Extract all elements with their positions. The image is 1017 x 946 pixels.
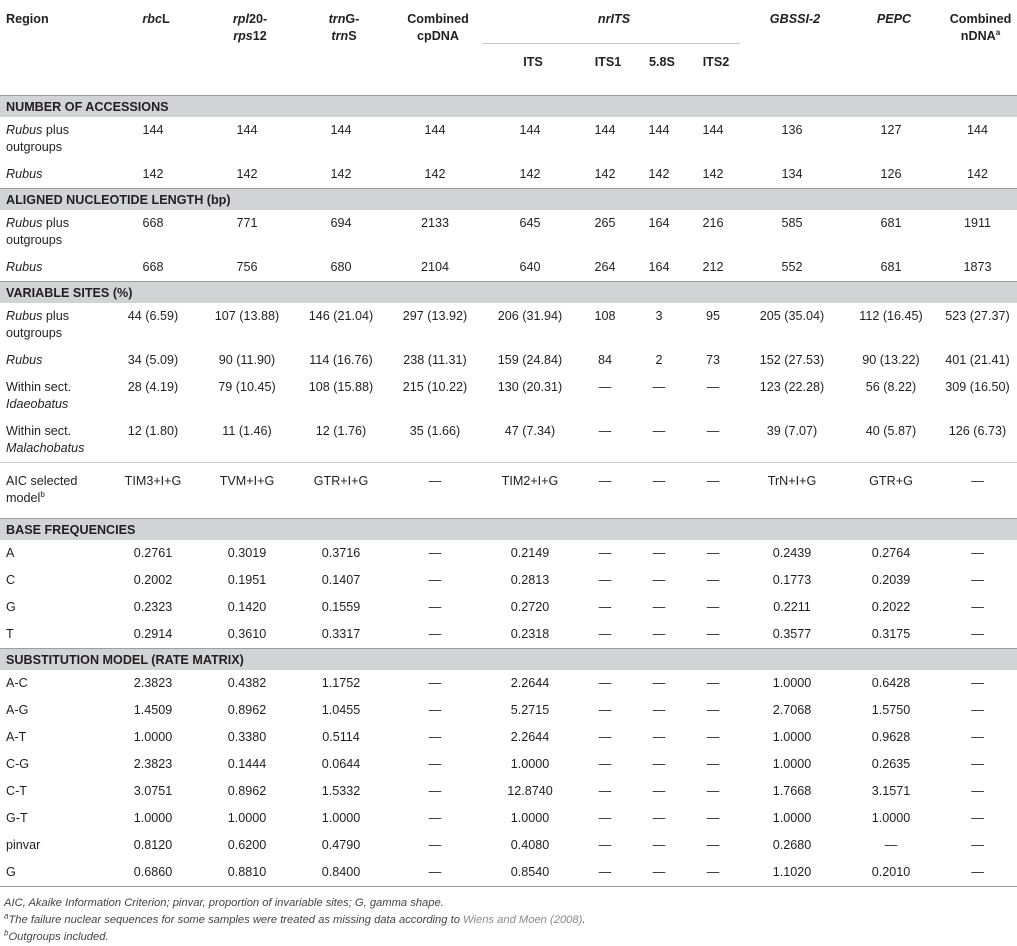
section-header: BASE FREQUENCIES xyxy=(0,519,1017,541)
table-row xyxy=(0,418,1017,463)
table-cell: 0.3577 xyxy=(772,627,812,641)
table-cell: — xyxy=(598,600,612,614)
table-cell: — xyxy=(652,474,666,488)
table-cell: 144 xyxy=(702,123,724,137)
table-cell: — xyxy=(971,811,984,825)
row-label: AIC selected model$^b$ xyxy=(6,474,78,505)
table-cell: 107 (13.88) xyxy=(214,309,280,323)
table-cell: 108 (15.88) xyxy=(308,380,374,394)
table-cell: 0.1420 xyxy=(227,600,267,614)
table-cell: 681 xyxy=(880,260,902,274)
table-cell: 1.0000 xyxy=(772,811,812,825)
table-cell: 0.2149 xyxy=(510,546,550,560)
table-cell: 144 xyxy=(330,123,352,137)
table-cell: 0.3317 xyxy=(321,627,361,641)
row-label: Within sect. Idaeobatus xyxy=(6,380,72,411)
section-header: NUMBER OF ACCESSIONS xyxy=(0,96,1017,118)
table-cell: — xyxy=(598,573,612,587)
header-rpl20-rps12: rpl20- rps12 xyxy=(232,12,268,43)
table-row xyxy=(0,832,1017,859)
table-cell: 164 xyxy=(648,260,670,274)
header-its2: ITS2 xyxy=(686,44,740,96)
table-cell: 0.4080 xyxy=(510,838,550,852)
table-cell: — xyxy=(706,730,720,744)
table-cell: — xyxy=(706,703,720,717)
table-row xyxy=(0,670,1017,697)
table-cell: 771 xyxy=(236,216,258,230)
table-cell: 144 xyxy=(424,123,446,137)
table-cell: 1.0455 xyxy=(321,703,361,717)
table-cell: — xyxy=(706,600,720,614)
table-cell: — xyxy=(598,676,612,690)
table-cell: 0.2010 xyxy=(844,859,938,887)
table-cell: — xyxy=(971,600,984,614)
table-cell: 126 xyxy=(880,167,902,181)
table-cell: 12 (1.80) xyxy=(106,418,200,463)
table-cell: — xyxy=(652,546,666,560)
row-label: A-T xyxy=(6,730,27,744)
table-cell: 0.2914 xyxy=(133,627,173,641)
table-cell: 2.2644 xyxy=(510,676,550,690)
table-cell: 84 xyxy=(597,353,612,367)
table-cell: 0.2002 xyxy=(133,573,173,587)
row-label: Rubus xyxy=(6,353,43,367)
table-cell: — xyxy=(971,676,984,690)
table-cell: 2133 xyxy=(420,216,450,230)
table-cell: 0.2323 xyxy=(133,600,173,614)
table-cell: — xyxy=(428,600,442,614)
table-cell: 47 (7.34) xyxy=(482,418,578,463)
table-cell: 159 (24.84) xyxy=(497,353,563,367)
table-cell: 142 xyxy=(519,167,541,181)
table-cell: 552 xyxy=(781,260,803,274)
table-cell: 1.7668 xyxy=(772,784,812,798)
table-cell: 112 (16.45) xyxy=(859,309,923,323)
table-cell: 144 xyxy=(594,123,616,137)
table-cell: — xyxy=(706,784,720,798)
row-label: Rubus plus outgroups xyxy=(6,123,70,154)
table-cell: 142 xyxy=(236,167,258,181)
table-cell: 2 xyxy=(655,353,663,367)
table-cell: — xyxy=(428,784,442,798)
table-cell: 123 (22.28) xyxy=(759,380,825,394)
table-cell: TVM+I+G xyxy=(219,474,275,488)
table-cell: 144 xyxy=(142,123,164,137)
table-cell: — xyxy=(598,811,612,825)
table-cell: — xyxy=(428,474,442,488)
header-nrits: nrITS xyxy=(597,12,631,26)
table-cell: 585 xyxy=(781,216,803,230)
table-cell: 523 (27.37) xyxy=(945,309,1010,323)
table-cell: 3 xyxy=(655,309,663,323)
table-cell: 0.8400 xyxy=(294,859,388,887)
row-label: Rubus xyxy=(6,167,43,181)
table-cell: 144 xyxy=(519,123,541,137)
table-cell: 146 (21.04) xyxy=(308,309,374,323)
table-cell: 130 (20.31) xyxy=(497,380,563,394)
table-cell: 205 (35.04) xyxy=(759,309,825,323)
table-cell: — xyxy=(971,703,984,717)
table-cell: — xyxy=(652,784,666,798)
table-cell: — xyxy=(598,784,612,798)
table-cell: — xyxy=(598,474,612,488)
table-cell: — xyxy=(652,730,666,744)
table-row xyxy=(0,117,1017,161)
table-cell: 142 xyxy=(142,167,164,181)
table-cell: — xyxy=(578,418,632,463)
section-header: ALIGNED NUCLEOTIDE LENGTH (bp) xyxy=(0,189,1017,211)
table-cell: 401 (21.41) xyxy=(945,353,1010,367)
table-row xyxy=(0,594,1017,621)
table-cell: 164 xyxy=(648,216,670,230)
table-cell: 0.8120 xyxy=(133,838,173,852)
table-cell: 1.0000 xyxy=(133,730,173,744)
table-cell: 1.0000 xyxy=(510,757,550,771)
table-row xyxy=(0,303,1017,347)
header-its1: ITS1 xyxy=(578,44,632,96)
section-header: VARIABLE SITES (%) xyxy=(0,282,1017,304)
table-cell: 0.2764 xyxy=(871,546,911,560)
row-label: G-T xyxy=(6,811,28,825)
table-cell: 0.1559 xyxy=(321,600,361,614)
table-cell: 0.2022 xyxy=(871,600,911,614)
table-row xyxy=(0,567,1017,594)
row-label: A xyxy=(6,546,15,560)
table-cell: 0.3380 xyxy=(227,730,267,744)
table-cell: 0.1444 xyxy=(227,757,267,771)
row-label: Rubus xyxy=(6,260,43,274)
reference-link[interactable]: Wiens and Moen (2008) xyxy=(463,914,583,926)
table-body xyxy=(0,96,1017,887)
table-cell: 11 (1.46) xyxy=(200,418,294,463)
table-cell: 1.4509 xyxy=(133,703,173,717)
table-cell: 0.1951 xyxy=(227,573,267,587)
table-cell: 215 (10.22) xyxy=(402,380,468,394)
table-cell: 73 xyxy=(705,353,720,367)
table-cell: 212 xyxy=(702,260,724,274)
table-cell: — xyxy=(884,838,898,852)
table-cell: 680 xyxy=(330,260,352,274)
table-cell: 44 (6.59) xyxy=(127,309,179,323)
table-cell: 0.4382 xyxy=(227,676,267,690)
table-cell: 640 xyxy=(519,260,541,274)
table-cell: — xyxy=(971,757,984,771)
table-cell: 265 xyxy=(594,216,616,230)
header-5-8s: 5.8S xyxy=(632,44,686,96)
table-cell: — xyxy=(652,573,666,587)
table-cell: — xyxy=(632,859,686,887)
table-cell: — xyxy=(428,676,442,690)
table-cell: — xyxy=(971,838,984,852)
table-cell: 126 (6.73) xyxy=(938,418,1017,463)
table-cell: 142 xyxy=(702,167,724,181)
row-label: G xyxy=(6,600,16,614)
header-combined-cpdna: Combined cpDNA xyxy=(407,12,469,43)
header-gbssi2: GBSSI-2 xyxy=(769,12,821,26)
table-cell: 668 xyxy=(142,260,164,274)
table-cell: — xyxy=(971,573,984,587)
footnote-abbrev: AIC, Akaike Information Criterion; pinvar, proportion of invariable sites; G, gamma shape. xyxy=(4,897,444,909)
table-cell: 0.4790 xyxy=(321,838,361,852)
table-cell: 134 xyxy=(781,167,803,181)
table-row xyxy=(0,210,1017,254)
table-cell: 0.8962 xyxy=(227,784,267,798)
row-label: Rubus plus outgroups xyxy=(6,216,70,247)
table-cell: 2104 xyxy=(420,260,450,274)
row-label: A-G xyxy=(6,703,29,717)
table-row xyxy=(0,859,1017,887)
table-row-aic xyxy=(0,463,1017,519)
table-cell: 5.2715 xyxy=(510,703,550,717)
table-cell: 309 (16.50) xyxy=(945,380,1010,394)
table-cell: 95 xyxy=(705,309,720,323)
table-cell: — xyxy=(598,838,612,852)
table-cell: 681 xyxy=(880,216,902,230)
table-cell: 0.3175 xyxy=(871,627,911,641)
table-cell: — xyxy=(706,380,720,394)
table-cell: 0.2720 xyxy=(510,600,550,614)
table-cell: — xyxy=(652,838,666,852)
table-cell: TIM2+I+G xyxy=(501,474,559,488)
table-cell: — xyxy=(388,859,482,887)
table-cell: 694 xyxy=(330,216,352,230)
table-cell: — xyxy=(706,573,720,587)
table-cell: 142 xyxy=(966,167,988,181)
table-cell: 2.2644 xyxy=(510,730,550,744)
table-cell: 144 xyxy=(236,123,258,137)
row-label: Within sect. Malachobatus xyxy=(0,418,106,463)
table-row xyxy=(0,805,1017,832)
table-cell: — xyxy=(598,546,612,560)
table-cell: 28 (4.19) xyxy=(127,380,179,394)
table-cell: — xyxy=(686,859,740,887)
table-cell: 264 xyxy=(594,260,616,274)
table-cell: 79 (10.45) xyxy=(218,380,276,394)
table-cell: 0.6200 xyxy=(227,838,267,852)
table-cell: 56 (8.22) xyxy=(865,380,917,394)
table-cell: — xyxy=(428,573,442,587)
table-cell: 3.1571 xyxy=(871,784,911,798)
table-cell: 12.8740 xyxy=(507,784,553,798)
table-cell: 0.3716 xyxy=(321,546,361,560)
table-cell: 0.1407 xyxy=(321,573,361,587)
table-cell: 1.0000 xyxy=(321,811,361,825)
table-cell: TrN+I+G xyxy=(767,474,817,488)
table-cell: 0.0644 xyxy=(321,757,361,771)
row-label: G xyxy=(0,859,106,887)
table-cell: — xyxy=(686,418,740,463)
table-cell: 1.0000 xyxy=(772,730,812,744)
table-cell: 1911 xyxy=(963,216,992,230)
table-cell: — xyxy=(938,859,1017,887)
table-cell: 0.3019 xyxy=(227,546,267,560)
table-cell: 3.0751 xyxy=(133,784,173,798)
table-cell: 1.0000 xyxy=(772,757,812,771)
table-cell: 114 (16.76) xyxy=(309,353,373,367)
table-cell: 127 xyxy=(880,123,902,137)
footnote-b: $^b$Outgroups included. xyxy=(4,928,109,943)
table-cell: 0.6860 xyxy=(106,859,200,887)
table-cell: — xyxy=(598,730,612,744)
section-header: SUBSTITUTION MODEL (RATE MATRIX) xyxy=(0,649,1017,671)
table-cell: — xyxy=(652,627,666,641)
table-cell: 0.2039 xyxy=(871,573,911,587)
table-cell: 1.5332 xyxy=(321,784,361,798)
table-cell: — xyxy=(652,600,666,614)
table-cell: 0.8810 xyxy=(200,859,294,887)
table-cell: 0.3610 xyxy=(227,627,267,641)
table-cell: 645 xyxy=(519,216,541,230)
table-cell: — xyxy=(598,757,612,771)
table-cell: 142 xyxy=(424,167,446,181)
table-row xyxy=(0,751,1017,778)
table-cell: 152 (27.53) xyxy=(759,353,825,367)
table-cell: 1873 xyxy=(963,260,992,274)
row-label: T xyxy=(6,627,14,641)
table-cell: — xyxy=(652,811,666,825)
table-cell: 1.0000 xyxy=(871,811,911,825)
table-cell: 1.5750 xyxy=(871,703,911,717)
table-cell: 1.0000 xyxy=(772,676,812,690)
table-cell: — xyxy=(428,757,442,771)
row-label: C-T xyxy=(6,784,27,798)
table-cell: 0.2680 xyxy=(772,838,812,852)
table-cell: 206 (31.94) xyxy=(497,309,563,323)
table-cell: 216 xyxy=(702,216,724,230)
table-cell: — xyxy=(971,784,984,798)
table-cell: 0.1773 xyxy=(772,573,812,587)
table-cell: — xyxy=(706,627,720,641)
table-cell: 0.5114 xyxy=(322,730,360,744)
table-cell: 90 (11.90) xyxy=(218,353,276,367)
table-cell: 0.2813 xyxy=(510,573,550,587)
table-cell: 0.2635 xyxy=(871,757,911,771)
table-cell: — xyxy=(652,703,666,717)
table-row xyxy=(0,254,1017,282)
table-cell: 90 (13.22) xyxy=(862,353,920,367)
table-cell: — xyxy=(578,859,632,887)
table-cell: 0.8540 xyxy=(482,859,578,887)
header-rbcl: rbcL xyxy=(142,12,170,26)
table-cell: — xyxy=(652,380,666,394)
table-row xyxy=(0,724,1017,751)
table-row xyxy=(0,347,1017,374)
footnote-a: $^a$The failure nuclear sequences for some samples were treated as missing data according to Wiens and Moen (2008). xyxy=(4,911,586,926)
header-combined-ndna: Combined nDNA$^a$ xyxy=(949,12,1012,43)
table-cell: 0.2211 xyxy=(773,600,811,614)
table-cell: 142 xyxy=(330,167,352,181)
table-cell: 238 (11.31) xyxy=(403,353,467,367)
table-cell: 34 (5.09) xyxy=(127,353,179,367)
table-row xyxy=(0,778,1017,805)
table-cell: 2.3823 xyxy=(133,757,173,771)
table-row xyxy=(0,374,1017,418)
table-cell: — xyxy=(971,546,984,560)
table-row xyxy=(0,621,1017,649)
row-label: A-C xyxy=(6,676,28,690)
table-cell: — xyxy=(428,546,442,560)
table-cell: — xyxy=(428,811,442,825)
table-cell: 1.0000 xyxy=(510,811,550,825)
table-cell: 1.1020 xyxy=(740,859,844,887)
row-label: C-G xyxy=(6,757,30,771)
row-label: Rubus plus outgroups xyxy=(6,309,70,340)
table-cell: 0.2761 xyxy=(133,546,173,560)
header-region: Region xyxy=(6,12,49,26)
table-cell: — xyxy=(428,730,442,744)
table-cell: — xyxy=(706,474,720,488)
table-cell: — xyxy=(971,474,984,488)
table-cell: — xyxy=(598,380,612,394)
table-cell: 142 xyxy=(648,167,670,181)
table-cell: GTR+I+G xyxy=(313,474,369,488)
table-cell: — xyxy=(706,811,720,825)
row-label: C xyxy=(6,573,16,587)
header-pepc: PEPC xyxy=(876,12,912,26)
table-cell: 39 (7.07) xyxy=(740,418,844,463)
table-row xyxy=(0,697,1017,724)
table-cell: 0.2318 xyxy=(510,627,550,641)
table-cell: — xyxy=(652,757,666,771)
table-cell: 2.3823 xyxy=(133,676,173,690)
table-cell: 297 (13.92) xyxy=(402,309,468,323)
header-its: ITS xyxy=(482,44,578,96)
table-cell: 0.8962 xyxy=(227,703,267,717)
table-row xyxy=(0,161,1017,189)
table-cell: 1.0000 xyxy=(227,811,267,825)
table-cell: 0.6428 xyxy=(871,676,911,690)
table-cell: TIM3+I+G xyxy=(124,474,182,488)
header-trng-trns: trnG- trnS xyxy=(328,12,360,43)
table-cell: — xyxy=(652,676,666,690)
table-cell: 0.9628 xyxy=(871,730,911,744)
table-cell: GTR+G xyxy=(869,474,913,488)
table-cell: 756 xyxy=(236,260,258,274)
table-cell: — xyxy=(598,703,612,717)
table-cell: — xyxy=(428,838,442,852)
table-cell: 12 (1.76) xyxy=(294,418,388,463)
table-cell: — xyxy=(428,703,442,717)
table-cell: — xyxy=(706,757,720,771)
table-cell: — xyxy=(971,730,984,744)
table-cell: — xyxy=(706,676,720,690)
table-cell: 668 xyxy=(142,216,164,230)
table-cell: — xyxy=(632,418,686,463)
table-cell: — xyxy=(428,627,442,641)
table-cell: — xyxy=(706,546,720,560)
footnotes xyxy=(0,895,1017,946)
table-cell: 108 xyxy=(594,309,616,323)
table-cell: 144 xyxy=(648,123,670,137)
table-cell: — xyxy=(706,838,720,852)
table-cell: 1.1752 xyxy=(321,676,361,690)
table-cell: — xyxy=(971,627,984,641)
row-label: pinvar xyxy=(6,838,41,852)
table-cell: 136 xyxy=(781,123,803,137)
table-cell: 142 xyxy=(594,167,616,181)
table-cell: 35 (1.66) xyxy=(388,418,482,463)
table-cell: 2.7068 xyxy=(772,703,812,717)
table-cell: — xyxy=(598,627,612,641)
table-row xyxy=(0,540,1017,567)
table-cell: 40 (5.87) xyxy=(844,418,938,463)
table-cell: 0.2439 xyxy=(772,546,812,560)
table-cell: 144 xyxy=(966,123,988,137)
table-cell: 1.0000 xyxy=(133,811,173,825)
